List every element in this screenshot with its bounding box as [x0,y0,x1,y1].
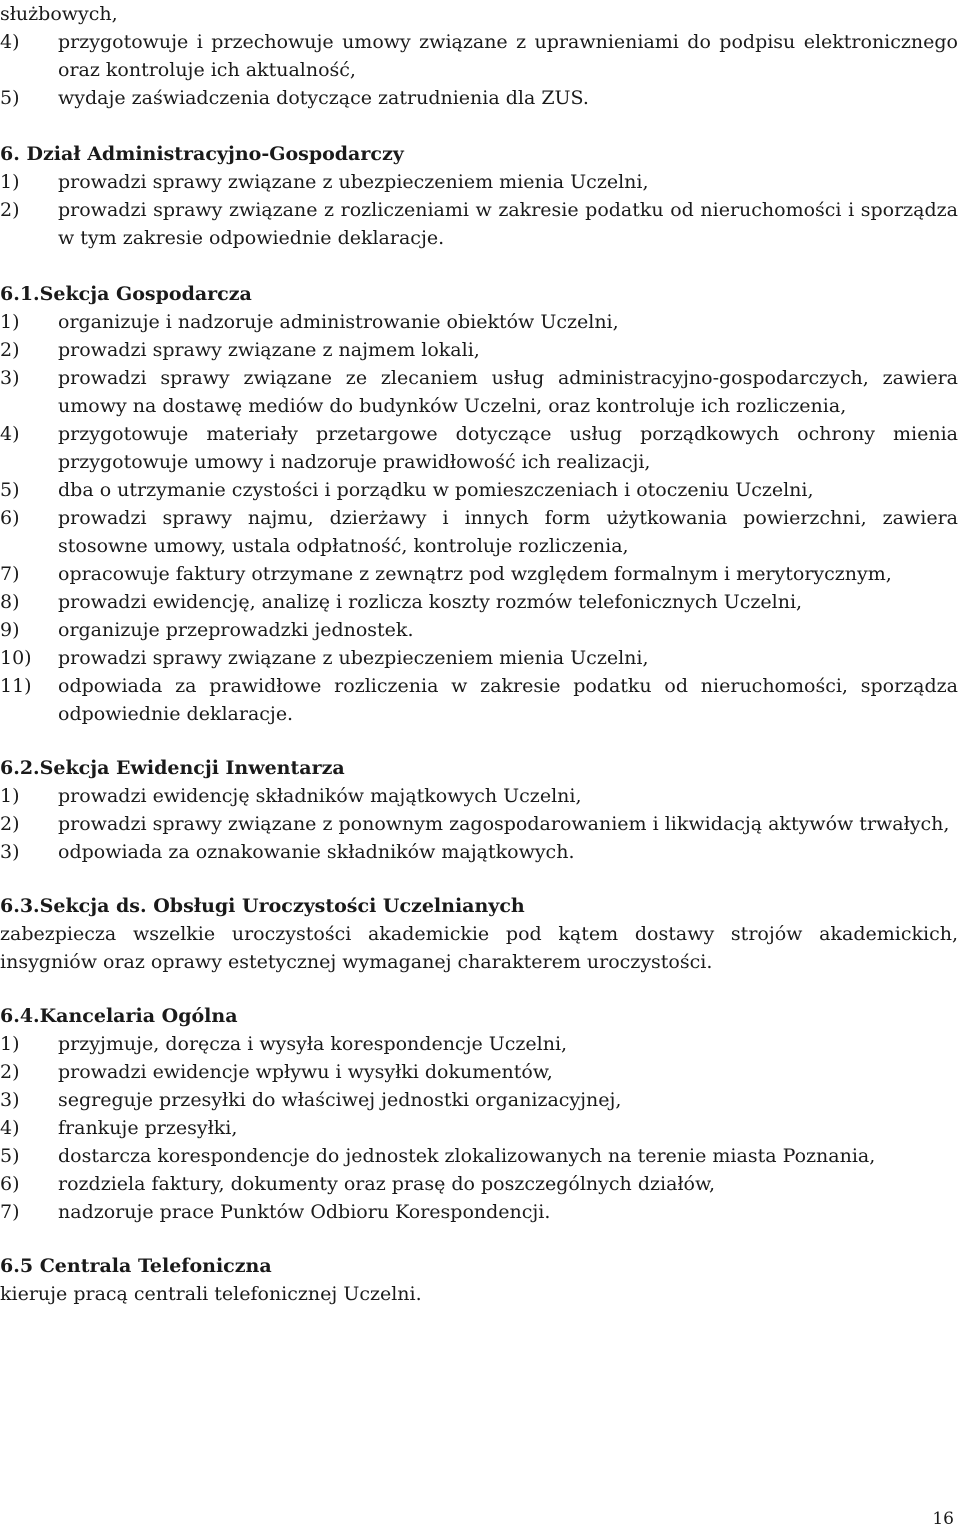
list-item [0,308,958,336]
section-sekcja-6-3 [0,892,958,976]
item-number: 1) [0,785,20,807]
item-text: prowadzi ewidencję składników majątkowych Uczelni, [58,785,582,807]
section-number: 6.4. [0,1005,40,1027]
list-item [0,782,958,810]
list-item [0,1142,958,1170]
intro-block [0,0,958,112]
item-number: 1) [0,311,20,333]
item-text: prowadzi sprawy związane z ponownym zagospodarowaniem i likwidacją aktywów trwałych, [58,813,950,835]
section-heading [0,892,958,920]
item-number: 9) [0,619,20,641]
item-text: przyjmuje, doręcza i wysyła korespondencje Uczelni, [58,1033,568,1055]
list-item [0,672,958,728]
section-paragraph: zabezpiecza wszelkie uroczystości akademickie pod kątem dostawy strojów akademickich, insygniów oraz oprawy estetycznej wymaganej charakterem uroczystości. [0,923,958,973]
item-text: prowadzi sprawy związane ze zlecaniem usług administracyjno-gospodarczych, zawiera umowy na dostawę mediów do budynków Uczelni, oraz kontroluje ich rozliczenia, [58,367,958,417]
item-text: wydaje zaświadczenia dotyczące zatrudnienia dla ZUS. [58,87,589,109]
list-item [0,1170,958,1198]
item-text: frankuje przesyłki, [58,1117,238,1139]
list-item [0,838,958,866]
item-text: prowadzi sprawy związane z najmem lokali, [58,339,480,361]
item-number: 7) [0,563,20,585]
item-number: 5) [0,1145,20,1167]
item-text: przygotowuje i przechowuje umowy związane z uprawnieniami do podpisu elektronicznego oraz kontroluje ich aktualność, [58,31,958,81]
section-sekcja-6-1 [0,280,958,728]
item-text: rozdziela faktury, dokumenty oraz prasę do poszczególnych działów, [58,1173,716,1195]
item-text: organizuje i nadzoruje administrowanie obiektów Uczelni, [58,311,619,333]
item-number: 4) [0,423,20,445]
item-number: 1) [0,171,20,193]
list-item [0,1058,958,1086]
item-number: 3) [0,367,20,389]
page-number: 16 [932,1509,954,1529]
item-number: 2) [0,199,20,221]
item-number: 3) [0,841,20,863]
section-heading [0,1002,958,1030]
section-heading [0,280,958,308]
list-item [0,476,958,504]
item-number: 2) [0,813,20,835]
section-dzial-6 [0,140,958,252]
item-text: odpowiada za prawidłowe rozliczenia w zakresie podatku od nieruchomości, sporządza odpowiednie deklaracje. [58,675,958,725]
list-item [0,1086,958,1114]
item-number: 8) [0,591,20,613]
item-text: prowadzi sprawy najmu, dzierżawy i innych form użytkowania powierzchni, zawiera stosowne umowy, ustala odpłatność, kontroluje rozliczenia, [58,507,958,557]
item-text: przygotowuje materiały przetargowe dotyczące usług porządkowych ochrony mienia przygotowuje umowy i nadzoruje prawidłowość ich realizacji, [58,423,958,473]
list-item [0,504,958,560]
item-text: dba o utrzymanie czystości i porządku w pomieszczeniach i otoczeniu Uczelni, [58,479,814,501]
item-text: prowadzi sprawy związane z ubezpieczeniem mienia Uczelni, [58,171,649,193]
item-text: nadzoruje prace Punktów Odbioru Korespondencji. [58,1201,551,1223]
list-item [0,196,958,252]
section-number: 6.3. [0,895,40,917]
list-item [0,644,958,672]
section-number: 6.1. [0,283,40,305]
section-sekcja-6-5 [0,1252,958,1308]
section-paragraph: kieruje pracą centrali telefonicznej Uczelni. [0,1283,422,1305]
section-title: Sekcja ds. Obsługi Uroczystości Uczelnianych [39,895,525,917]
section-title: Sekcja Ewidencji Inwentarza [39,757,345,779]
item-number: 11) [0,675,32,697]
item-text: prowadzi ewidencję, analizę i rozlicza koszty rozmów telefonicznych Uczelni, [58,591,803,613]
item-number: 10) [0,647,32,669]
list-item [0,420,958,476]
list-item [0,1114,958,1142]
list-item [0,810,958,838]
item-text: prowadzi sprawy związane z ubezpieczeniem mienia Uczelni, [58,647,649,669]
section-title: Kancelaria Ogólna [39,1005,238,1027]
list-item [0,28,958,84]
list-item [0,168,958,196]
section-heading [0,754,958,782]
list-item [0,1030,958,1058]
list-item [0,336,958,364]
item-number: 3) [0,1089,20,1111]
item-text: prowadzi sprawy związane z rozliczeniami w zakresie podatku od nieruchomości i sporządza w tym zakresie odpowiednie deklaracje. [58,199,958,249]
item-number: 6) [0,507,20,529]
section-sekcja-6-4 [0,1002,958,1226]
item-number: 6) [0,1173,20,1195]
section-heading [0,140,958,168]
item-text: organizuje przeprowadzki jednostek. [58,619,414,641]
list-item [0,588,958,616]
item-number: 2) [0,339,20,361]
section-title: Centrala Telefoniczna [39,1255,272,1277]
item-number: 4) [0,1117,20,1139]
list-item [0,616,958,644]
item-number: 5) [0,87,20,109]
section-number: 6.5 [0,1255,34,1277]
list-item [0,1198,958,1226]
section-heading [0,1252,958,1280]
section-title: Sekcja Gospodarcza [39,283,252,305]
item-text: prowadzi ewidencje wpływu i wysyłki dokumentów, [58,1061,553,1083]
item-number: 4) [0,31,20,53]
item-number: 5) [0,479,20,501]
list-item [0,84,958,112]
section-sekcja-6-2 [0,754,958,866]
item-text: opracowuje faktury otrzymane z zewnątrz pod względem formalnym i merytorycznym, [58,563,892,585]
item-number: 1) [0,1033,20,1055]
item-text: odpowiada za oznakowanie składników majątkowych. [58,841,575,863]
item-text: dostarcza korespondencje do jednostek zlokalizowanych na terenie miasta Poznania, [58,1145,876,1167]
carry-over-line: służbowych, [0,3,118,25]
list-item [0,560,958,588]
item-number: 7) [0,1201,20,1223]
item-text: segreguje przesyłki do właściwej jednostki organizacyjnej, [58,1089,622,1111]
section-number: 6.2. [0,757,40,779]
list-item [0,364,958,420]
section-number: 6. [0,143,20,165]
item-number: 2) [0,1061,20,1083]
section-title: Dział Administracyjno-Gospodarczy [26,143,404,165]
